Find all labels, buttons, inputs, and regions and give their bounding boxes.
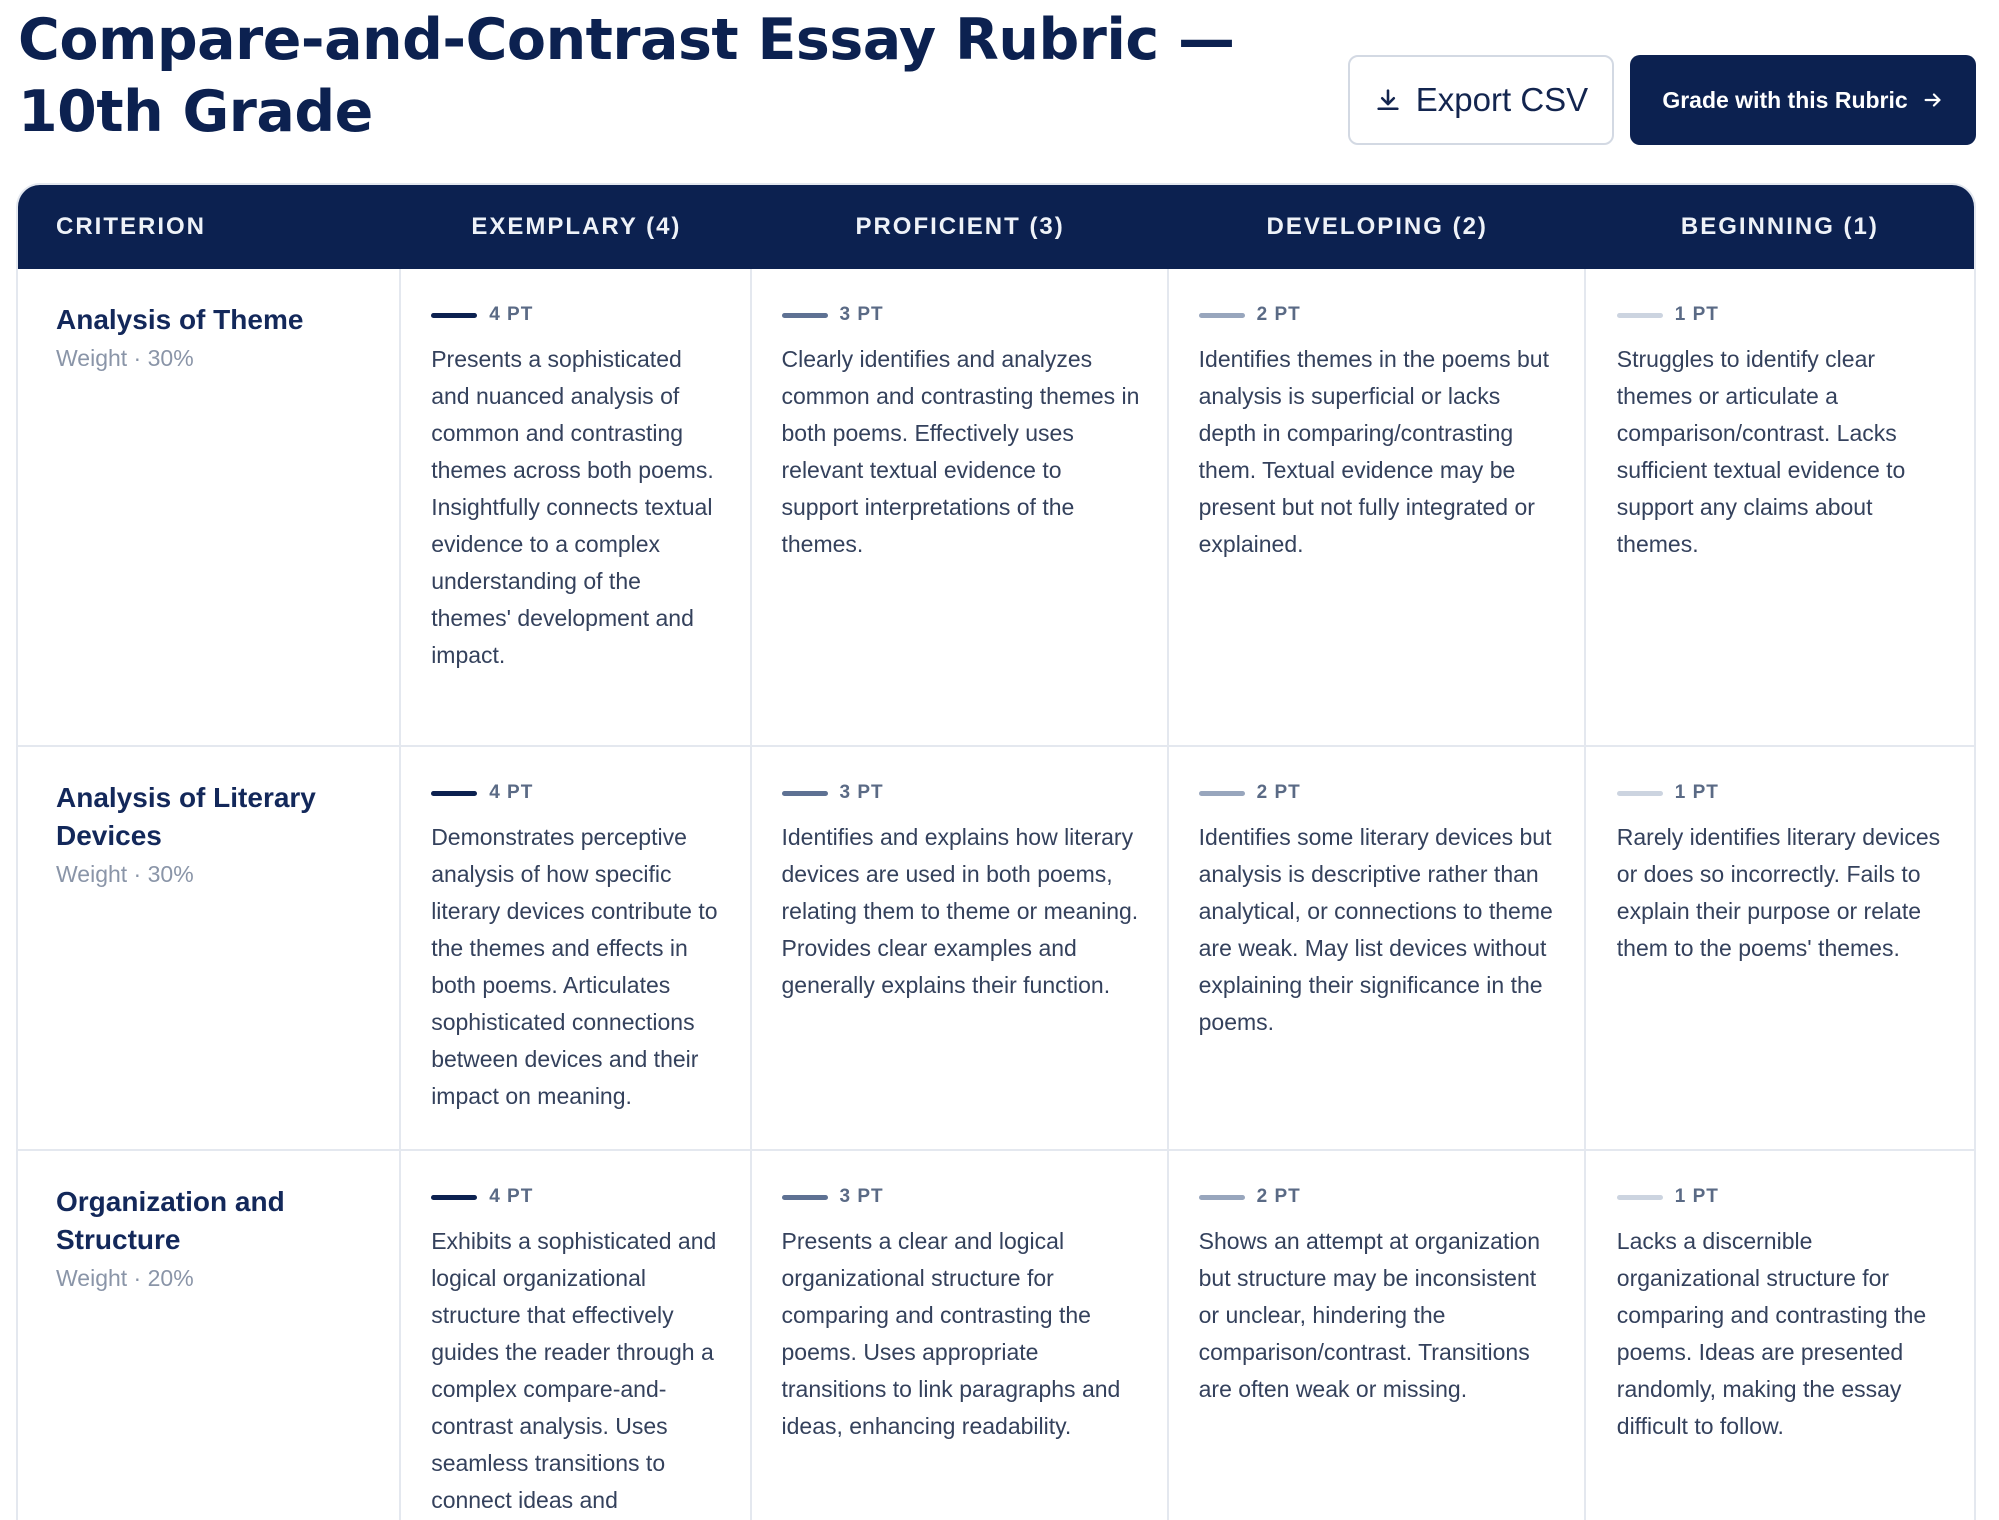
level-bar [431, 1195, 477, 1200]
points-label: 2 PT [1256, 782, 1301, 803]
column-header-exemplary: EXEMPLARY (4) [471, 213, 682, 240]
criterion-cell [18, 1151, 401, 1520]
download-icon [1374, 86, 1402, 114]
level-cell-proficient [752, 269, 1169, 745]
level-description: Rarely identifies literary devices or does so incorrectly. Fails to explain their purpose or relate them to the poems' themes. [1616, 824, 1941, 961]
level-cell-beginning [1586, 747, 1974, 1149]
level-description: Identifies some literary devices but analysis is descriptive rather than analytical, or connections to theme are weak. May list devices without explaining their significance in the poems. [1198, 824, 1553, 1035]
points-label: 4 PT [489, 304, 534, 325]
level-bar [782, 1195, 828, 1200]
level-bar [782, 791, 828, 796]
grade-with-rubric-label: Grade with this Rubric [1662, 86, 1908, 113]
level-bar [782, 313, 828, 318]
points-indicator [1617, 781, 1948, 805]
criterion-weight: Weight · 20% [56, 1265, 194, 1291]
table-row [18, 1151, 1974, 1520]
criterion-weight: Weight · 30% [56, 345, 194, 371]
level-description: Demonstrates perceptive analysis of how specific literary devices contribute to the themes and effects in both poems. Articulates sophisticated connections between devices and their impact on meaning. [431, 824, 718, 1109]
level-bar [1617, 791, 1663, 796]
points-indicator [1617, 303, 1948, 327]
level-cell-exemplary [401, 269, 751, 745]
page-title: Compare-and-Contrast Essay Rubric — 10th Grade [18, 7, 1235, 145]
level-description: Struggles to identify clear themes or articulate a comparison/contrast. Lacks sufficient textual evidence to support any claims about themes. [1616, 346, 1906, 557]
points-label: 3 PT [839, 304, 884, 325]
level-description: Exhibits a sophisticated and logical organizational structure that effectively guides the reader through a complex compare-and-contrast analysis. Uses seamless transitions to connect ideas and [431, 1228, 717, 1513]
points-indicator [1199, 1185, 1558, 1209]
points-indicator [782, 1185, 1141, 1209]
points-indicator [1617, 1185, 1948, 1209]
points-label: 2 PT [1256, 304, 1301, 325]
points-indicator [431, 303, 723, 327]
points-label: 3 PT [839, 1186, 884, 1207]
points-label: 1 PT [1674, 304, 1719, 325]
points-label: 2 PT [1256, 1186, 1301, 1207]
points-label: 1 PT [1674, 782, 1719, 803]
points-label: 1 PT [1674, 1186, 1719, 1207]
column-header-criterion: CRITERION [56, 213, 206, 240]
criterion-name: Organization and Structure [56, 1186, 285, 1255]
criterion-cell [18, 269, 401, 745]
level-cell-proficient [752, 747, 1169, 1149]
criterion-cell [18, 747, 401, 1149]
level-cell-beginning [1586, 1151, 1974, 1520]
column-header-developing: DEVELOPING (2) [1266, 213, 1488, 240]
level-description: Clearly identifies and analyzes common and contrasting themes in both poems. Effectively uses relevant textual evidence to support interpretations of the themes. [781, 346, 1140, 557]
level-bar [1617, 1195, 1663, 1200]
table-header [18, 185, 1974, 269]
level-cell-developing [1169, 1151, 1586, 1520]
level-description: Presents a clear and logical organizational structure for comparing and contrasting the poems. Uses appropriate transitions to link paragraphs and ideas, enhancing readability. [781, 1228, 1121, 1439]
points-label: 3 PT [839, 782, 884, 803]
points-label: 4 PT [489, 1186, 534, 1207]
level-description: Presents a sophisticated and nuanced analysis of common and contrasting themes across both poems. Insightfully connects textual evidence to a complex understanding of the themes' development and impact. [431, 346, 714, 668]
points-indicator [431, 1185, 723, 1209]
table-row [18, 747, 1974, 1151]
criterion-name: Analysis of Literary Devices [56, 782, 316, 851]
points-indicator [782, 303, 1141, 327]
level-bar [1199, 313, 1245, 318]
criterion-weight: Weight · 30% [56, 861, 194, 887]
points-indicator [1199, 781, 1558, 805]
grade-with-rubric-button[interactable] [1630, 55, 1976, 145]
level-bar [431, 313, 477, 318]
level-cell-beginning [1586, 269, 1974, 745]
criterion-name: Analysis of Theme [56, 304, 304, 335]
level-bar [1617, 313, 1663, 318]
export-csv-button[interactable] [1348, 55, 1614, 145]
level-cell-developing [1169, 747, 1586, 1149]
points-label: 4 PT [489, 782, 534, 803]
column-header-proficient: PROFICIENT (3) [855, 213, 1065, 240]
level-cell-developing [1169, 269, 1586, 745]
level-bar [1199, 791, 1245, 796]
level-cell-proficient [752, 1151, 1169, 1520]
level-description: Shows an attempt at organization but structure may be inconsistent or unclear, hindering the comparison/contrast. Transitions are often weak or missing. [1198, 1228, 1541, 1402]
level-bar [431, 791, 477, 796]
level-description: Identifies themes in the poems but analysis is superficial or lacks depth in comparing/contrasting them. Textual evidence may be present but not fully integrated or explained. [1198, 346, 1549, 557]
table-row [18, 269, 1974, 747]
level-cell-exemplary [401, 747, 751, 1149]
level-cell-exemplary [401, 1151, 751, 1520]
column-header-beginning: BEGINNING (1) [1680, 213, 1879, 240]
export-csv-label: Export CSV [1415, 81, 1589, 118]
points-indicator [1199, 303, 1558, 327]
level-description: Identifies and explains how literary devices are used in both poems, relating them to theme or meaning. Provides clear examples and generally explains their function. [781, 824, 1139, 998]
page-header [16, 0, 1976, 160]
level-description: Lacks a discernible organizational structure for comparing and contrasting the poems. Ideas are presented randomly, making the essay difficult to follow. [1616, 1228, 1927, 1439]
points-indicator [782, 781, 1141, 805]
points-indicator [431, 781, 723, 805]
level-bar [1199, 1195, 1245, 1200]
rubric-table [16, 183, 1976, 1520]
arrow-right-icon [1922, 89, 1944, 111]
